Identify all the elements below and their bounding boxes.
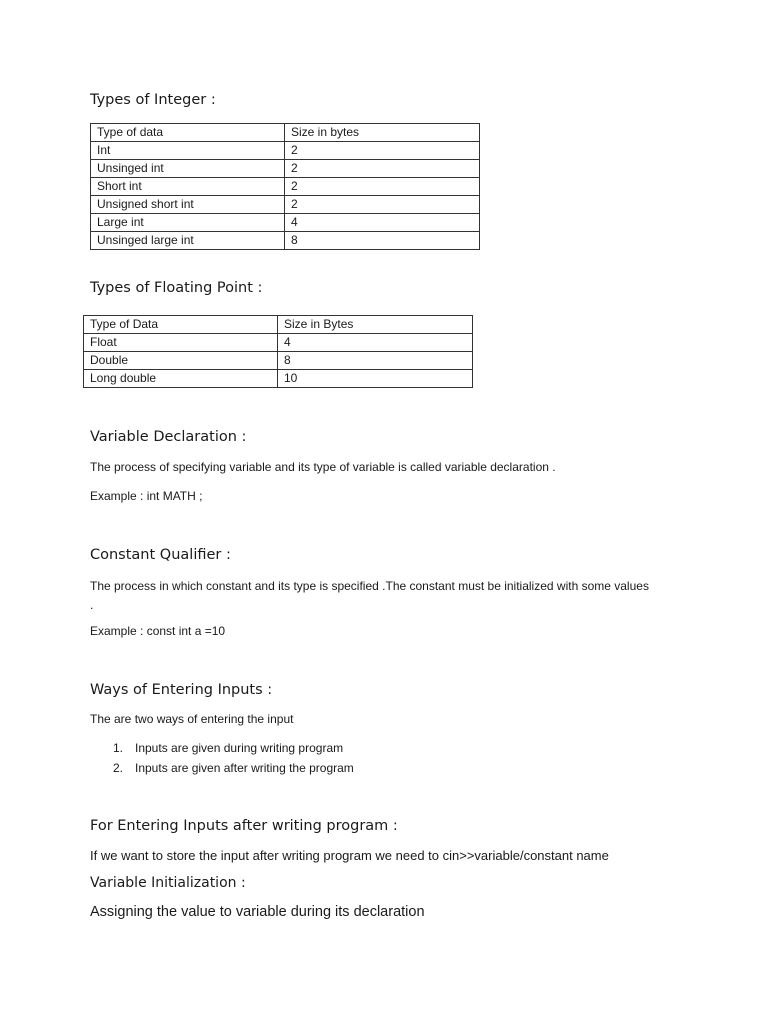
table-row (91, 196, 480, 214)
table-cell: 2 (285, 196, 480, 214)
table-cell: Int (91, 142, 285, 160)
list-item-text: Inputs are given after writing the program (135, 760, 354, 775)
table-row (91, 214, 480, 232)
table-cell: Float (84, 334, 278, 352)
table-cell: 2 (285, 142, 480, 160)
table-cell: 2 (285, 178, 480, 196)
variable-initialization-heading: Variable Initialization : (90, 875, 246, 891)
table-header-row (84, 316, 473, 334)
table-cell: Short int (91, 178, 285, 196)
variable-declaration-heading: Variable Declaration : (90, 429, 247, 445)
table-cell: Large int (91, 214, 285, 232)
table-cell: 4 (278, 334, 473, 352)
table-row (91, 178, 480, 196)
table-cell: 8 (278, 352, 473, 370)
table-row (91, 160, 480, 178)
table-header-cell: Size in Bytes (278, 316, 473, 334)
table-cell: Unsinged large int (91, 232, 285, 250)
table-row (84, 334, 473, 352)
list-item-number: 2. (113, 760, 124, 775)
list-item-text: Inputs are given during writing program (135, 741, 344, 755)
constant-qualifier-example: Example : const int a =10 (90, 624, 226, 638)
table-cell: 2 (285, 160, 480, 178)
table-header-row (91, 124, 480, 142)
table-header-cell: Type of Data (84, 316, 278, 334)
variable-declaration-example: Example : int MATH ; (90, 489, 203, 503)
table-cell: Unsinged int (91, 160, 285, 178)
list-item-number: 1. (113, 741, 124, 755)
float-table (83, 315, 473, 388)
table-row (91, 142, 480, 160)
list-item (113, 739, 513, 759)
ways-heading: Ways of Entering Inputs : (90, 682, 273, 698)
variable-initialization-text: Assigning the value to variable during its declaration (90, 904, 425, 920)
ways-intro: The are two ways of entering the input (90, 712, 294, 726)
entering-after-heading: For Entering Inputs after writing program : (90, 818, 398, 834)
float-heading: Types of Floating Point : (90, 280, 263, 296)
entering-after-text: If we want to store the input after writing program we need to cin>>variable/constant name (90, 848, 609, 863)
constant-qualifier-text: The process in which constant and its type is specified .The constant must be initialized with some values . (90, 579, 649, 612)
variable-declaration-text: The process of specifying variable and its type of variable is called variable declaration . (90, 460, 556, 474)
table-row (84, 352, 473, 370)
table-cell: 4 (285, 214, 480, 232)
constant-qualifier-heading: Constant Qualifier : (90, 547, 231, 563)
integer-heading: Types of Integer : (90, 92, 216, 108)
table-cell: Long double (84, 370, 278, 388)
table-row (84, 370, 473, 388)
table-header-cell: Size in bytes (285, 124, 480, 142)
table-cell: Unsigned short int (91, 196, 285, 214)
list-item (113, 759, 513, 779)
ways-list (113, 739, 513, 778)
integer-table (90, 123, 480, 250)
table-cell: Double (84, 352, 278, 370)
table-row (91, 232, 480, 250)
table-cell: 8 (285, 232, 480, 250)
table-cell: 10 (278, 370, 473, 388)
table-header-cell: Type of data (91, 124, 285, 142)
